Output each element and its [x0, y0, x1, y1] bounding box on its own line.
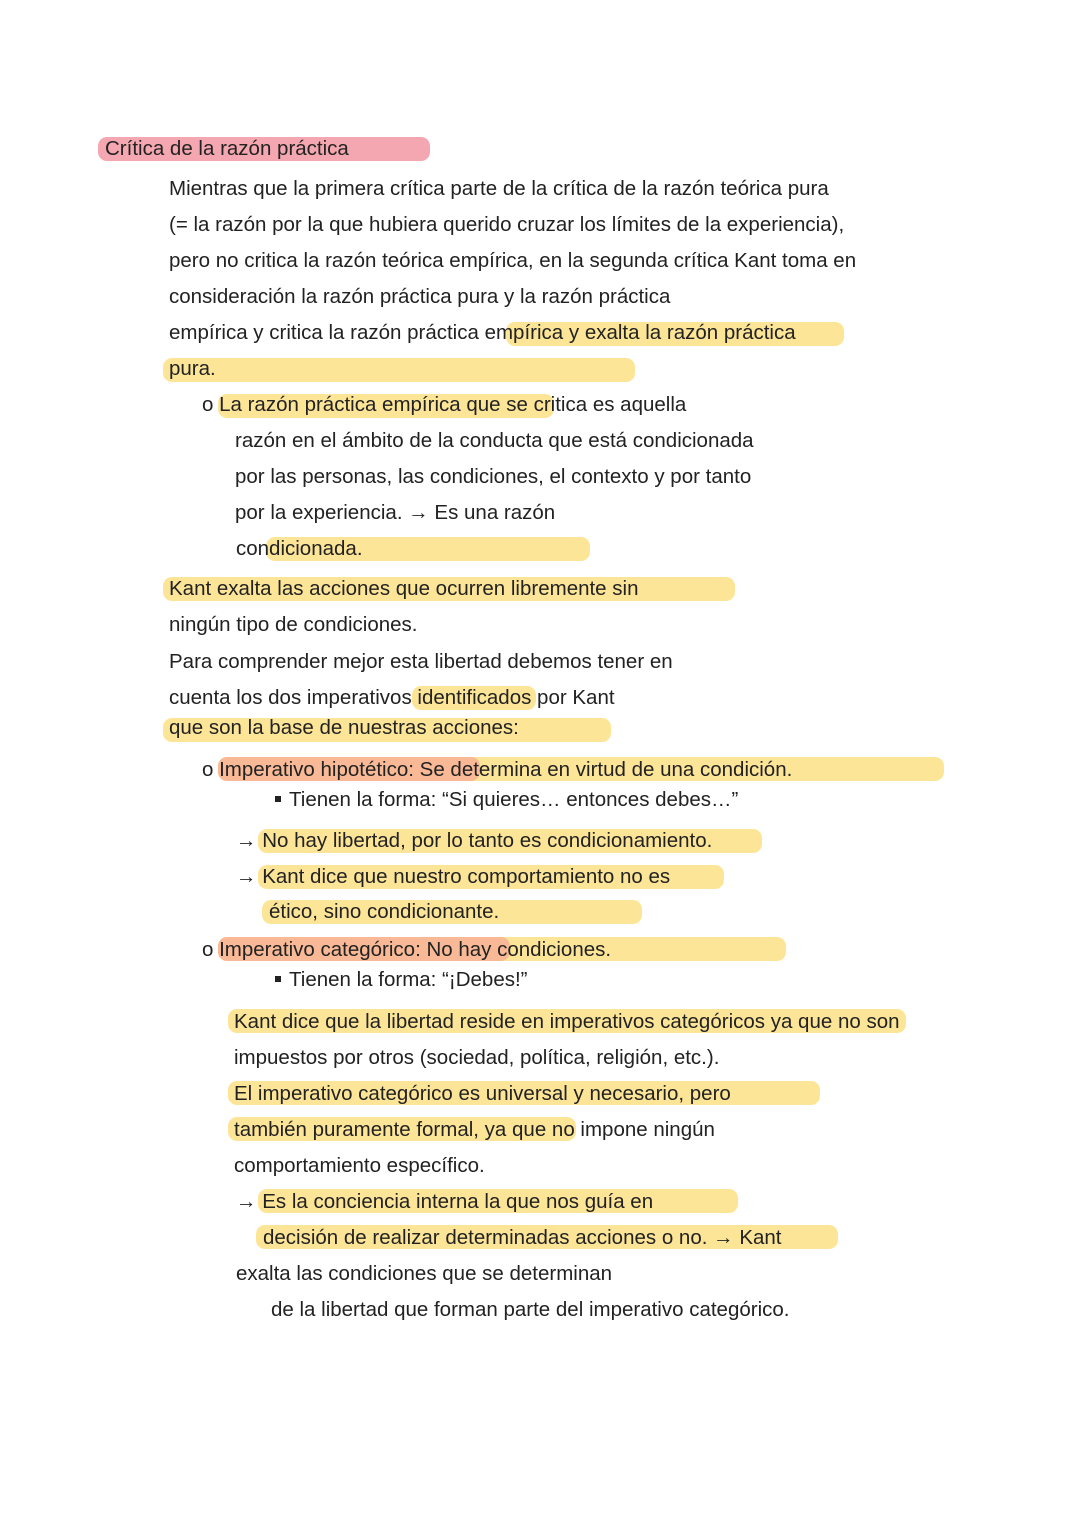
- categorical-line: decisión de realizar determinadas acciones o no. → Kant: [263, 1226, 782, 1249]
- categorical-line: también puramente formal, ya que no impone ningún: [234, 1118, 715, 1141]
- empirical-point-line: condicionada.: [236, 537, 363, 560]
- freedom-line: Para comprender mejor esta libertad debemos tener en: [169, 650, 673, 673]
- freedom-line: ningún tipo de condiciones.: [169, 613, 418, 636]
- hypothetical-heading: o Imperativo hipotético: Se determina en virtud de una condición.: [202, 758, 793, 781]
- intro-line: (= la razón por la que hubiera querido cruzar los límites de la experiencia),: [169, 213, 845, 236]
- categorical-heading: o Imperativo categórico: No hay condiciones.: [202, 938, 612, 961]
- freedom-line: que son la base de nuestras acciones:: [169, 716, 519, 739]
- intro-line: consideración la razón práctica pura y la razón práctica: [169, 285, 671, 308]
- categorical-line: comportamiento específico.: [234, 1154, 485, 1177]
- categorical-line: exalta las condiciones que se determinan: [236, 1262, 613, 1285]
- intro-line: pura.: [169, 357, 216, 380]
- freedom-line: cuenta los dos imperativos identificados por Kant: [169, 686, 615, 709]
- intro-line: empírica y critica la razón práctica empírica y exalta la razón práctica: [169, 321, 796, 344]
- hypothetical-form: [275, 786, 738, 814]
- square-bullet-icon: [275, 796, 281, 802]
- categorical-form-text: Tienen la forma: “¡Debes!”: [289, 968, 528, 991]
- hypothetical-form-text: Tienen la forma: “Si quieres… entonces debes…”: [289, 788, 739, 811]
- empirical-point-heading: o La razón práctica empírica que se critica es aquella: [202, 393, 687, 416]
- square-bullet-icon: [275, 976, 281, 982]
- hypothetical-arrow-line: → No hay libertad, por lo tanto es condicionamiento.: [236, 829, 713, 852]
- categorical-line: El imperativo categórico es universal y necesario, pero: [234, 1082, 731, 1105]
- categorical-line: → Es la conciencia interna la que nos guía en: [236, 1190, 654, 1213]
- empirical-point-line: por las personas, las condiciones, el contexto y por tanto: [235, 465, 752, 488]
- categorical-line: Kant dice que la libertad reside en imperativos categóricos ya que no son: [234, 1010, 900, 1033]
- freedom-line: Kant exalta las acciones que ocurren libremente sin: [169, 577, 639, 600]
- empirical-point-line: por la experiencia. → Es una razón: [235, 501, 556, 524]
- categorical-form: [275, 966, 528, 994]
- intro-line: Mientras que la primera crítica parte de la crítica de la razón teórica pura: [169, 177, 829, 200]
- hypothetical-arrow-line: ético, sino condicionante.: [269, 900, 500, 923]
- hypothetical-arrow-line: → Kant dice que nuestro comportamiento no es: [236, 865, 671, 888]
- categorical-line: impuestos por otros (sociedad, política, religión, etc.).: [234, 1046, 720, 1069]
- section-title: Crítica de la razón práctica: [105, 137, 349, 160]
- categorical-line: de la libertad que forman parte del imperativo categórico.: [271, 1298, 790, 1321]
- intro-line: pero no critica la razón teórica empírica, en la segunda crítica Kant toma en: [169, 249, 857, 272]
- empirical-point-line: razón en el ámbito de la conducta que está condicionada: [235, 429, 754, 452]
- highlight-intro-6: [163, 358, 635, 382]
